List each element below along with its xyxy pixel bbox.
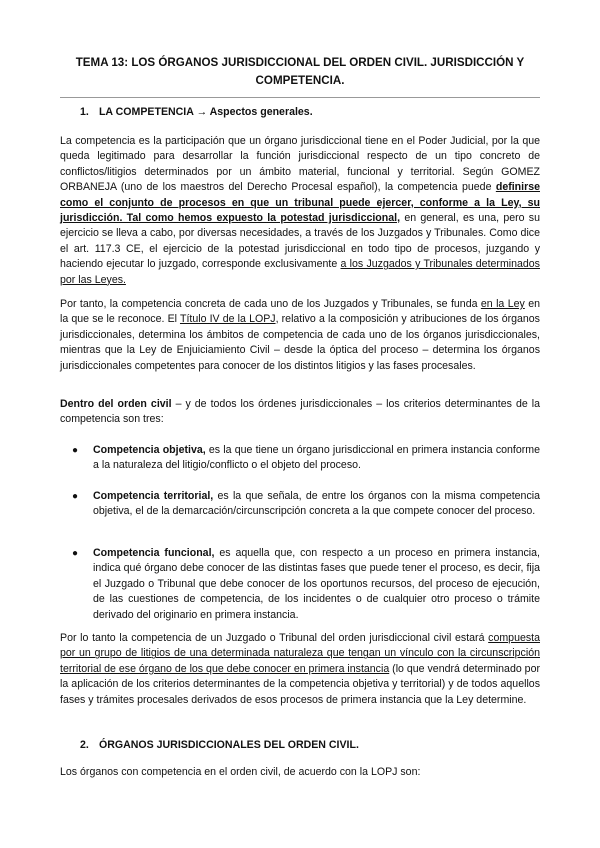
emphasized-definition: definirse como el conjunto de procesos en que un tribunal puede ejercer, conforme a la Ley, su jurisdicción. Tal como hemos expuesto la potestad jurisdiccional, — [60, 181, 540, 225]
paragraph-text: La competencia es la participación que un órgano jurisdiccional tiene en el Poder Judicial, por la que queda legitimado para desarrollar la función jurisdiccional respecto de un tipo concreto de conflictos/litigios determinados por un ámbito material, funcional y territorial. Según GOMEZ ORBANEJA (uno de los maestros del Derecho Procesal español), la competencia puede — [60, 135, 540, 194]
paragraph-definicion-competencia — [60, 134, 540, 288]
underlined-text: en la Ley — [480, 298, 525, 310]
paragraph-text: Por lo tanto la competencia de un Juzgado o Tribunal del orden jurisdiccional civil estará — [60, 632, 489, 644]
bullet-text — [93, 489, 540, 520]
bullet-icon: ● — [72, 491, 79, 502]
bullet-term: Competencia funcional, — [93, 547, 215, 559]
paragraph-fundamento-legal — [60, 297, 540, 374]
section-number: 1. — [80, 106, 89, 118]
bullet-definition: es la que tiene un órgano jurisdiccional en primera instancia conforme a la naturaleza del litigio/conflicto o el objeto del proceso. — [93, 444, 540, 472]
paragraph-text: Por tanto, la competencia concreta de cada uno de los Juzgados y Tribunales, se funda — [60, 298, 481, 310]
title-divider — [60, 97, 540, 98]
section-heading-organos — [80, 738, 359, 752]
bullet-text — [93, 546, 540, 623]
section-title: ÓRGANOS JURISDICCIONALES DEL ORDEN CIVIL. — [98, 739, 359, 751]
bullet-term: Competencia objetiva, — [93, 444, 206, 456]
bullet-icon: ● — [72, 548, 79, 559]
underlined-text: Título IV de la LOPJ — [179, 313, 276, 326]
bullet-text — [93, 443, 540, 474]
bold-text: Dentro del orden civil — [60, 398, 172, 410]
underlined-text: compuesta por un grupo de litigios de una determinada naturaleza que tengan un vínculo con la circunscripción territorial de ese órgano de los que debe conocer en primera instancia — [60, 632, 540, 675]
bullet-definition: es aquella que, con respecto a un proceso en primera instancia, indica qué órgano debe conocer de las distintas fases que puede tener el proceso, es decir, fija el Juzgado o Tribunal que debe conocer de los oportunos recursos, del proceso de ejecución, de las cuestiones de competencia, de los incidentes o de cualquier otro proceso o trámite derivado del originario en primera instancia. — [93, 547, 540, 621]
bullet-definition: es la que señala, de entre los órganos con la misma competencia objetiva, el de la demarcación/circunscripción concreta a la que compete conocer del proceso. — [93, 490, 540, 518]
paragraph-conclusion-competencia — [60, 631, 540, 708]
paragraph-text: en la que se le reconoce. El — [60, 298, 540, 326]
paragraph-text: – y de todos los órdenes jurisdiccionales – los criterios determinantes de la competencia son tres: — [60, 398, 540, 426]
paragraph-organos-intro: Los órganos con competencia en el orden civil, de acuerdo con la LOPJ son: — [60, 766, 421, 778]
paragraph-text: (lo que vendrá determinado por la aplicación de los criterios determinantes de la competencia objetiva y territorial) y de todos aquellos fases y trámites procesales derivados de esos procesos de primera instancia que la Ley determine. — [60, 662, 540, 706]
bullet-icon: ● — [72, 445, 79, 456]
paragraph-text: en general, es una, pero su ejercicio se lleva a cabo, por diversas necesidades, a través de los Juzgados y Tribunales. Como dice el art. 117.3 CE, el ejercicio de la potestad jurisdiccional en todo tipo de procesos, juzgando y haciendo ejecutar lo juzgado, corresponde exclusivamente — [60, 212, 540, 271]
section-heading-competencia — [80, 105, 313, 119]
document-title: TEMA 13: LOS ÓRGANOS JURISDICCIONAL DEL ORDEN CIVIL. JURISDICCIÓN Y COMPETENCIA. — [75, 56, 525, 87]
section-title: LA COMPETENCIA → Aspectos generales. — [98, 106, 313, 118]
underlined-text: a los Juzgados y Tribunales determinados por las Leyes. — [60, 258, 540, 286]
bullet-term: Competencia territorial, — [93, 490, 214, 502]
paragraph-criterios-competencia — [60, 397, 540, 428]
section-number: 2. — [80, 739, 89, 751]
paragraph-text: , relativo a la composición y atribuciones de los órganos jurisdiccionales, determina los ámbitos de competencia de cada uno de los órganos jurisdiccionales, mientras que la Ley de Enjuiciamiento Civil – desde la óptica del proceso – determina los órganos jurisdiccionales competentes para conocer de los distintos litigios y las fases procesales. — [60, 313, 540, 372]
